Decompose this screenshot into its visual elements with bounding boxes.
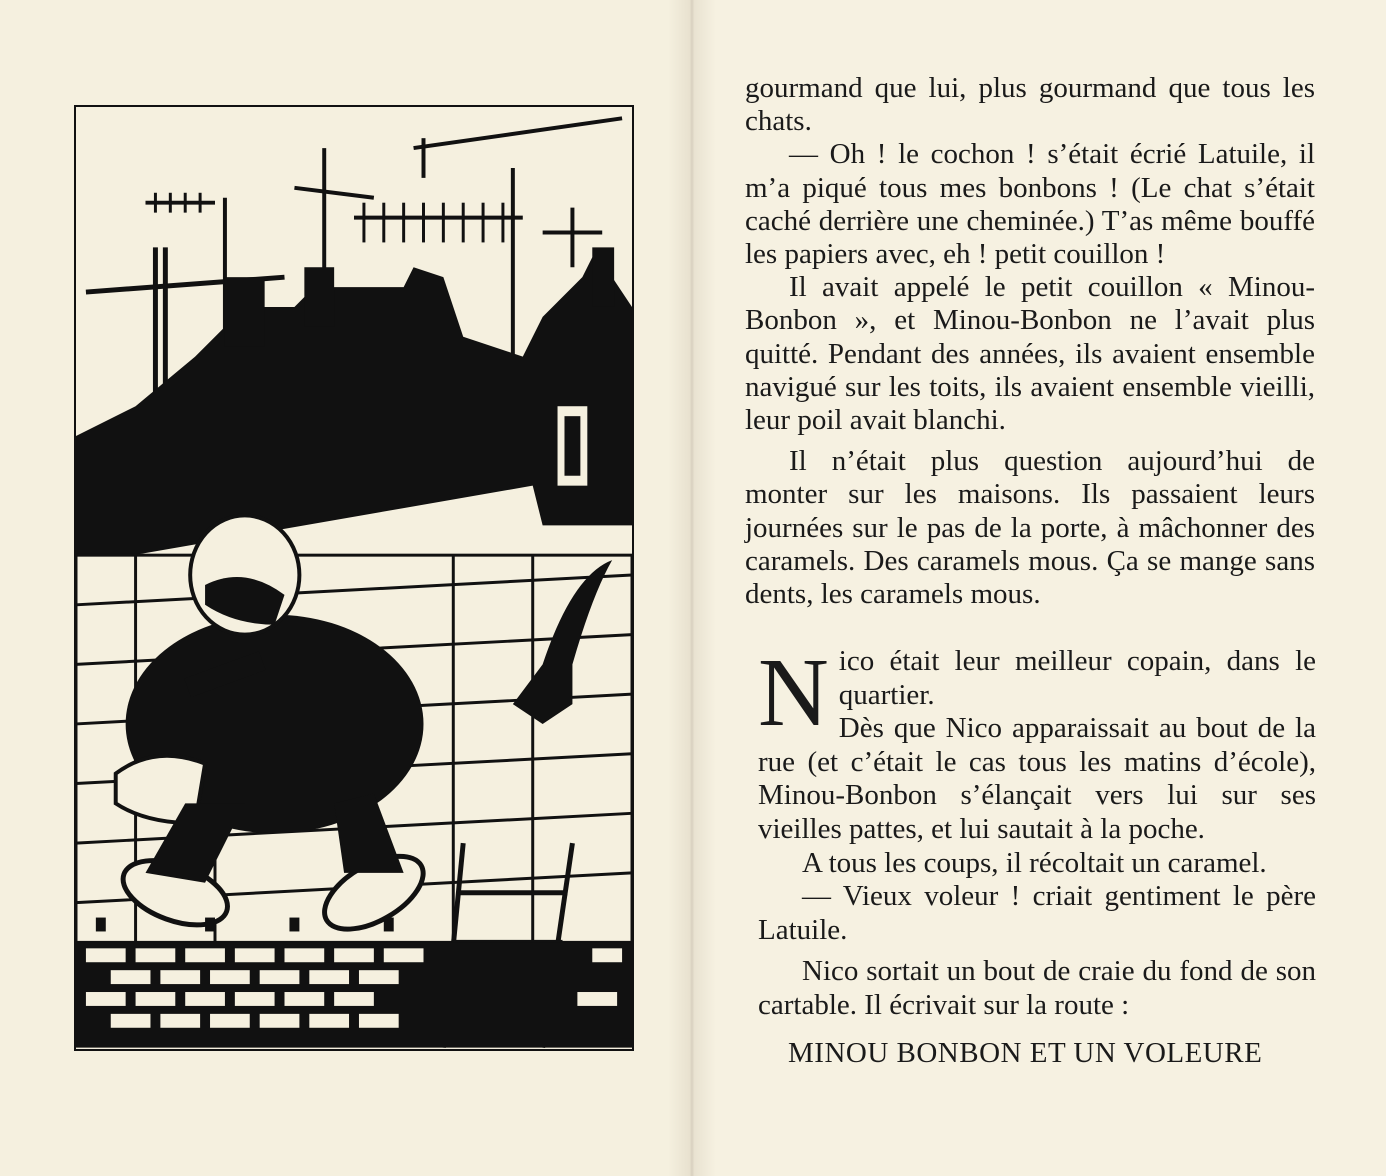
paragraph: Il avait appelé le petit couillon « Minou-Bonbon », et Minou-Bonbon ne l’avait plus quitté. Pendant des années, ils avaient ensemble navigué sur les toits, ils avaient ensemble vieilli, leur poil avait blanchi.: [745, 271, 1315, 437]
dropcap-text: ico était leur meilleur copain, dans le quartier.: [838, 645, 1316, 711]
paragraph: gourmand que lui, plus gourmand que tous les chats.: [745, 72, 1315, 138]
illustration-drawing: [76, 107, 632, 1049]
paragraph: Dès que Nico apparaissait au bout de la rue (et c’était le cas tous les matins d’école), Minou-Bonbon s’élançait vers lui sur ses vieilles pattes, et lui sautait à la poche.: [758, 712, 1316, 845]
text-column-top: [745, 72, 1315, 611]
dropcap-letter: N: [758, 639, 829, 747]
paragraph: A tous les coups, il récoltait un caramel.: [802, 846, 1267, 879]
paragraph: Nico sortait un bout de craie du fond de son cartable. Il écrivait sur la route :: [758, 955, 1316, 1021]
paragraph: Il n’était plus question aujourd’hui de monter sur les maisons. Ils passaient leurs journées sur le pas de la porte, à mâchonner des caramels. Des caramels mous. Ça se mange sans dents, les caramels mous.: [745, 445, 1315, 611]
dropcap-paragraph: [758, 639, 1316, 847]
closing-line: MINOU BONBON ET UN VOLEURE: [788, 1036, 1263, 1069]
text-column-bottom: [758, 639, 1316, 1070]
rooftop-worker-illustration-icon: [74, 105, 634, 1051]
paragraph: — Oh ! le cochon ! s’était écrié Latuile, il m’a piqué tous mes bonbons ! (Le chat s’était caché derrière une cheminée.) T’as même bouffé les papiers avec, eh ! petit couillon !: [745, 138, 1315, 271]
paragraph: — Vieux voleur ! criait gentiment le père Latuile.: [758, 880, 1316, 946]
left-page: [0, 0, 692, 1176]
